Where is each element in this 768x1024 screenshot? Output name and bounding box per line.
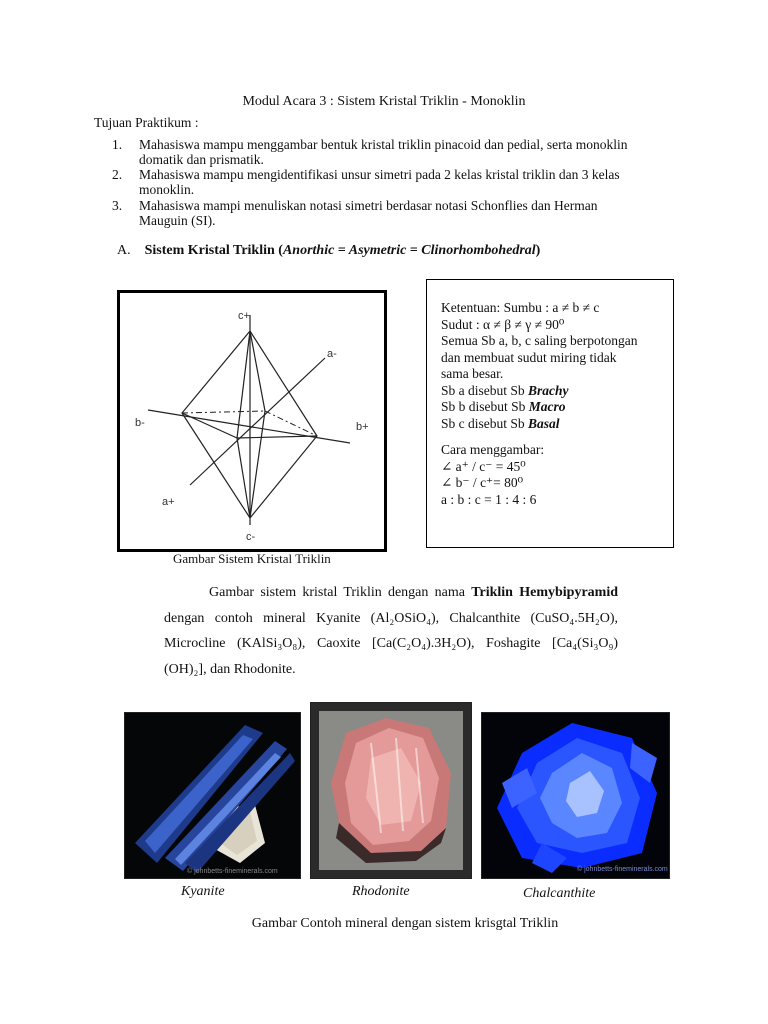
chalcanthite-photo [481, 712, 670, 879]
objective-item [112, 198, 672, 228]
chalcanthite-caption: Chalcanthite [523, 886, 596, 901]
section-letter: A. [117, 243, 131, 258]
label-b-minus: b- [135, 417, 145, 429]
para-text: Gambar sistem kristal Triklin dengan nama [209, 585, 472, 600]
objective-item [112, 167, 672, 197]
info-line: ∠ b⁻ / c⁺= 80⁰ [441, 475, 524, 490]
section-title: Sistem Kristal Triklin [144, 243, 275, 258]
info-text: Sb c disebut Sb [441, 415, 529, 431]
objective-line: domatik dan prismatik. [139, 152, 264, 167]
objective-item [112, 137, 672, 167]
section-paren-open: ( [278, 243, 283, 258]
objective-line: Mahasiswa mampu menggambar bentuk kristal triklin pinacoid dan pedial, serta monoklin [139, 137, 628, 152]
photos-caption: Gambar Contoh mineral dengan sistem krisgtal Triklin [251, 916, 559, 931]
crystal-axes-drawing [120, 293, 384, 549]
info-line: a : b : c = 1 : 4 : 6 [441, 491, 537, 507]
objective-line: Mahasiswa mampi menuliskan notasi simetri berdasar notasi Schonflies dan Herman [139, 198, 598, 213]
info-line: sama besar. [441, 366, 504, 381]
para-bold: Triklin Hemybipyramid [471, 585, 618, 600]
diagram-caption: Gambar Sistem Kristal Triklin [173, 551, 331, 566]
info-box [426, 279, 674, 548]
info-line: Semua Sb a, b, c saling berpotongan [441, 333, 638, 348]
info-line [441, 416, 673, 433]
objective-number: 1. [112, 137, 123, 152]
info-line [441, 399, 673, 416]
info-line: dan membuat sudut miring tidak [441, 349, 617, 365]
info-text: Sb b disebut Sb [441, 399, 529, 414]
page-title: Modul Acara 3 : Sistem Kristal Triklin - Monoklin [242, 94, 526, 109]
label-b-plus: b+ [356, 421, 369, 433]
axis-name: Brachy [528, 382, 569, 398]
info-text: Sb a disebut Sb [441, 382, 529, 398]
label-a-minus: a- [327, 348, 337, 360]
tujuan-heading: Tujuan Praktikum : [94, 115, 199, 130]
objective-line: Mauguin (SI). [139, 213, 216, 228]
objective-number: 2. [112, 167, 123, 182]
info-line: ∠ a⁺ / c⁻ = 45⁰ [441, 458, 526, 474]
axis-name: Macro [528, 399, 566, 414]
kyanite-caption: Kyanite [181, 884, 225, 899]
label-c-plus: c+ [238, 310, 250, 322]
label-c-minus: c- [246, 531, 256, 543]
section-a-heading [117, 243, 540, 259]
objective-line: monoklin. [139, 182, 195, 197]
triclinic-diagram [117, 290, 387, 552]
photo-watermark: © johnbetts-fineminerals.com [187, 868, 278, 875]
section-subtitle: Anorthic = Asymetric = Clinorhombohedral [282, 243, 536, 258]
info-line: Sudut : α ≠ β ≠ γ ≠ 90⁰ [441, 316, 565, 332]
kyanite-photo [124, 712, 301, 879]
para-text: dengan contoh mineral Kyanite (Al₂OSiO₄), Chalcanthite (CuSO₄.5H₂O), Microcline (KAlSi₃O₈), Caoxite [Ca(C₂O₄).3H₂O), Foshagite [Ca₄(Si₃O₉)(OH)₂], dan Rhodonite. [164, 610, 618, 677]
info-line [441, 383, 673, 400]
section-paren-close: ) [535, 243, 541, 258]
axis-name: Basal [528, 415, 560, 431]
photo-watermark: © johnbetts-fineminerals.com [577, 866, 668, 873]
info-line: Cara menggambar: [441, 442, 545, 457]
objective-line: Mahasiswa mampu mengidentifikasi unsur simetri pada 2 kelas kristal triklin dan 3 kelas [139, 167, 620, 182]
label-a-plus: a+ [162, 496, 175, 508]
rhodonite-photo [310, 702, 472, 879]
body-paragraph [164, 580, 618, 682]
objective-number: 3. [112, 198, 123, 213]
rhodonite-caption: Rhodonite [352, 884, 410, 899]
info-line: Ketentuan: Sumbu : a ≠ b ≠ c [441, 300, 600, 315]
